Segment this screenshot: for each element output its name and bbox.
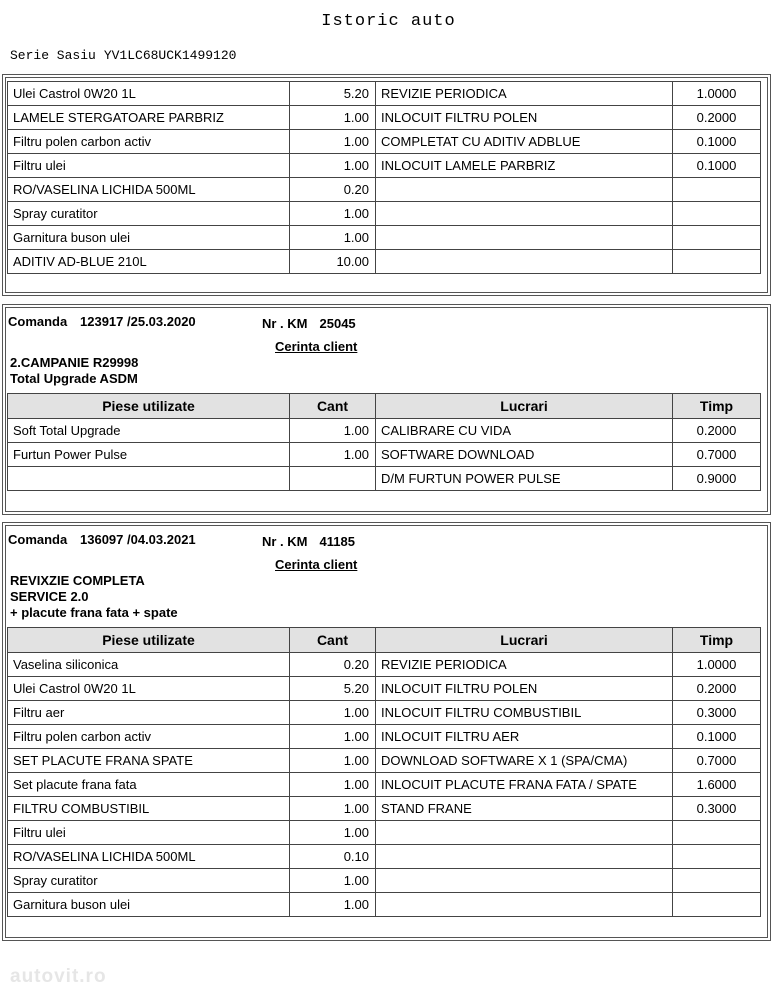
table-row: [8, 821, 761, 845]
cell-cant: 1.00: [290, 773, 376, 797]
cell-piesa: Soft Total Upgrade: [8, 419, 290, 443]
order-1-table: [7, 81, 761, 274]
cell-lucrare: STAND FRANE: [376, 797, 673, 821]
col-cant-header: Cant: [290, 394, 376, 419]
order-description: [10, 355, 138, 387]
cell-piesa: Filtru aer: [8, 701, 290, 725]
cell-cant: 1.00: [290, 893, 376, 917]
cell-cant: 5.20: [290, 82, 376, 106]
serie-label: Serie Sasiu: [10, 48, 96, 63]
cell-piesa: Filtru polen carbon activ: [8, 130, 290, 154]
col-piese-header: Piese utilizate: [8, 394, 290, 419]
cell-cant: 1.00: [290, 106, 376, 130]
cell-timp: [673, 893, 761, 917]
cell-timp: 0.2000: [673, 677, 761, 701]
cell-lucrare: CALIBRARE CU VIDA: [376, 419, 673, 443]
table-row: [8, 869, 761, 893]
cell-timp: 0.7000: [673, 443, 761, 467]
cell-lucrare: INLOCUIT FILTRU AER: [376, 725, 673, 749]
cell-piesa: SET PLACUTE FRANA SPATE: [8, 749, 290, 773]
table-row: [8, 467, 761, 491]
cell-lucrare: [376, 821, 673, 845]
table-row: [8, 701, 761, 725]
cell-piesa: Garnitura buson ulei: [8, 226, 290, 250]
cell-cant: 1.00: [290, 130, 376, 154]
cell-timp: [673, 226, 761, 250]
cell-cant: 1.00: [290, 821, 376, 845]
page-title: Istoric auto: [321, 12, 456, 31]
table-row: [8, 419, 761, 443]
cell-piesa: ADITIV AD-BLUE 210L: [8, 250, 290, 274]
km-value: 41185: [319, 534, 355, 549]
cerinta-client-label: Cerinta client: [275, 339, 358, 354]
order-panel-2: [2, 304, 771, 515]
comanda-label: Comanda: [8, 314, 68, 329]
cell-cant: 5.20: [290, 677, 376, 701]
cell-lucrare: REVIZIE PERIODICA: [376, 653, 673, 677]
cell-lucrare: INLOCUIT LAMELE PARBRIZ: [376, 154, 673, 178]
comanda-value: 136097 /04.03.2021: [80, 532, 196, 547]
table-row: [8, 443, 761, 467]
cell-piesa: Filtru ulei: [8, 154, 290, 178]
table-row: [8, 226, 761, 250]
cell-piesa: Filtru polen carbon activ: [8, 725, 290, 749]
cell-lucrare: INLOCUIT FILTRU POLEN: [376, 106, 673, 130]
cell-cant: 1.00: [290, 725, 376, 749]
cell-piesa: Furtun Power Pulse: [8, 443, 290, 467]
cell-cant: 1.00: [290, 419, 376, 443]
cell-timp: 0.3000: [673, 701, 761, 725]
cell-timp: 0.2000: [673, 106, 761, 130]
watermark-logo: autovit.ro: [10, 966, 107, 987]
table-row: [8, 154, 761, 178]
table-row: [8, 106, 761, 130]
cell-timp: [673, 178, 761, 202]
vin-line: [10, 48, 236, 63]
order-number: [8, 532, 196, 547]
cell-cant: 10.00: [290, 250, 376, 274]
table-row: [8, 797, 761, 821]
table-row: [8, 178, 761, 202]
cell-cant: 1.00: [290, 202, 376, 226]
table-row: [8, 202, 761, 226]
cell-timp: [673, 869, 761, 893]
cell-timp: 0.3000: [673, 797, 761, 821]
cell-timp: [673, 202, 761, 226]
cell-lucrare: COMPLETAT CU ADITIV ADBLUE: [376, 130, 673, 154]
cell-piesa: Vaselina siliconica: [8, 653, 290, 677]
col-piese-header: Piese utilizate: [8, 628, 290, 653]
col-timp-header: Timp: [673, 628, 761, 653]
cell-lucrare: [376, 250, 673, 274]
order-number: [8, 314, 196, 329]
cell-cant: 1.00: [290, 797, 376, 821]
cell-lucrare: INLOCUIT FILTRU POLEN: [376, 677, 673, 701]
cell-piesa: [8, 467, 290, 491]
desc-line: SERVICE 2.0: [10, 589, 89, 604]
vin-value: YV1LC68UCK1499120: [103, 48, 237, 63]
cell-piesa: Garnitura buson ulei: [8, 893, 290, 917]
cell-lucrare: D/M FURTUN POWER PULSE: [376, 467, 673, 491]
cell-piesa: RO/VASELINA LICHIDA 500ML: [8, 178, 290, 202]
desc-line: REVIXZIE COMPLETA: [10, 573, 145, 588]
km-value: 25045: [319, 316, 356, 331]
cell-timp: [673, 845, 761, 869]
cell-timp: 0.1000: [673, 725, 761, 749]
cell-piesa: Filtru ulei: [8, 821, 290, 845]
order-panel-3: [2, 522, 771, 941]
cell-timp: 0.2000: [673, 419, 761, 443]
cell-cant: 1.00: [290, 443, 376, 467]
cell-lucrare: REVIZIE PERIODICA: [376, 82, 673, 106]
cell-piesa: FILTRU COMBUSTIBIL: [8, 797, 290, 821]
desc-line: Total Upgrade ASDM: [10, 371, 138, 386]
cell-cant: 1.00: [290, 869, 376, 893]
cell-piesa: Spray curatitor: [8, 869, 290, 893]
cell-cant: 1.00: [290, 154, 376, 178]
cell-piesa: Ulei Castrol 0W20 1L: [8, 82, 290, 106]
cell-cant: 0.10: [290, 845, 376, 869]
cell-lucrare: [376, 226, 673, 250]
order-km: [262, 534, 355, 549]
col-cant-header: Cant: [290, 628, 376, 653]
cell-timp: 1.0000: [673, 82, 761, 106]
comanda-label: Comanda: [8, 532, 68, 547]
table-row: [8, 130, 761, 154]
cell-lucrare: [376, 178, 673, 202]
cell-piesa: LAMELE STERGATOARE PARBRIZ: [8, 106, 290, 130]
order-3-table: [7, 627, 761, 917]
table-row: [8, 677, 761, 701]
table-row: [8, 653, 761, 677]
km-label: Nr . KM: [262, 534, 308, 549]
cell-cant: 0.20: [290, 653, 376, 677]
desc-line: 2.CAMPANIE R29998: [10, 355, 139, 370]
table-row: [8, 845, 761, 869]
cell-cant: 1.00: [290, 749, 376, 773]
cell-timp: 0.9000: [673, 467, 761, 491]
cell-timp: 0.1000: [673, 154, 761, 178]
table-row: [8, 250, 761, 274]
cell-piesa: Spray curatitor: [8, 202, 290, 226]
cell-lucrare: SOFTWARE DOWNLOAD: [376, 443, 673, 467]
cell-timp: [673, 250, 761, 274]
table-row: [8, 725, 761, 749]
km-label: Nr . KM: [262, 316, 308, 331]
order-km: [262, 316, 356, 331]
cell-lucrare: [376, 869, 673, 893]
col-lucrari-header: Lucrari: [376, 628, 673, 653]
cell-piesa: RO/VASELINA LICHIDA 500ML: [8, 845, 290, 869]
cell-timp: 0.1000: [673, 130, 761, 154]
cell-lucrare: [376, 202, 673, 226]
cell-lucrare: DOWNLOAD SOFTWARE X 1 (SPA/CMA): [376, 749, 673, 773]
cell-piesa: Ulei Castrol 0W20 1L: [8, 677, 290, 701]
col-timp-header: Timp: [673, 394, 761, 419]
cell-timp: 1.6000: [673, 773, 761, 797]
desc-line: + placute frana fata + spate: [10, 605, 178, 620]
col-lucrari-header: Lucrari: [376, 394, 673, 419]
cell-timp: [673, 821, 761, 845]
cell-cant: 1.00: [290, 701, 376, 725]
cell-lucrare: INLOCUIT FILTRU COMBUSTIBIL: [376, 701, 673, 725]
cell-piesa: Set placute frana fata: [8, 773, 290, 797]
cell-cant: 1.00: [290, 226, 376, 250]
order-2-table: [7, 393, 761, 491]
cell-cant: [290, 467, 376, 491]
cell-lucrare: INLOCUIT PLACUTE FRANA FATA / SPATE: [376, 773, 673, 797]
table-row: [8, 893, 761, 917]
table-row: [8, 82, 761, 106]
table-row: [8, 749, 761, 773]
cell-timp: 0.7000: [673, 749, 761, 773]
cerinta-client-label: Cerinta client: [275, 557, 358, 572]
order-description: [10, 573, 178, 621]
order-panel-1: [2, 74, 771, 296]
cell-lucrare: [376, 893, 673, 917]
cell-cant: 0.20: [290, 178, 376, 202]
cell-timp: 1.0000: [673, 653, 761, 677]
table-row: [8, 773, 761, 797]
comanda-value: 123917 /25.03.2020: [80, 314, 196, 329]
cell-lucrare: [376, 845, 673, 869]
